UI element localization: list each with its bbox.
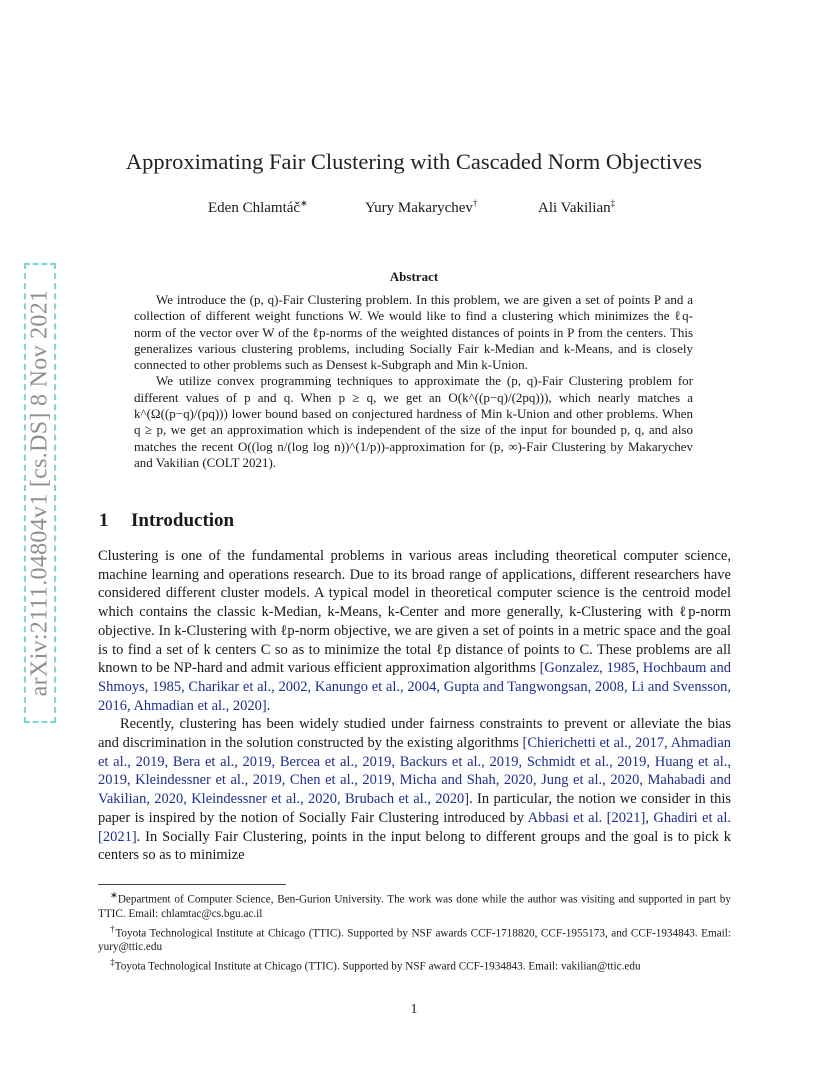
- section-title: Introduction: [131, 510, 235, 531]
- body-text: [98, 547, 731, 865]
- citation-link[interactable]: Ghadiri et al. [2021]: [98, 809, 731, 845]
- paper-title: Approximating Fair Clustering with Cascaded Norm Objectives: [125, 149, 703, 174]
- body-paragraph: Recently, clustering has been widely studied under fairness constraints to prevent or alleviate the bias and discrimination in the solution constructed by the existing algorithms [Chierichetti et al., 2017, Ahmadian et al., 2019, Bera et al., 2019, Bercea et al., 2019, Backurs et al., 2019, Schmidt et al., 2019, Huang et al., 2019, Kleindessner et al., 2019, Chen et al., 2019, Micha and Shah, 2020, Jung et al., 2020, Mahabadi and Vakilian, 2020, Kleindessner et al., 2020, Brubach et al., 2020]. In particular, the notion we consider in this paper is inspired by the notion of Socially Fair Clustering introduced by Abbasi et al. [2021], Ghadiri et al. [2021]. In Socially Fair Clustering, points in the input belong to different groups and the goal is to pick k centers so as to minimize: [98, 716, 732, 864]
- footnote: ‡Toyota Technological Institute at Chicago (TTIC). Supported by NSF award CCF-1934843. Email: vakilian@ttic.edu: [110, 958, 641, 974]
- footnotes: [98, 889, 731, 974]
- abstract-paragraph: We introduce the (p, q)-Fair Clustering problem. In this problem, we are given a set of points P and a collection of different weight functions W. We would like to find a clustering which minimizes the ℓq-norm of the vector over W of the ℓp-norms of the weighted distances of points in P from the centers. This generalizes various clustering problems, including Socially Fair k-Median and k-Means, and is closely connected to other problems such as Densest k-Subgraph and Min k-Union.: [134, 292, 693, 373]
- citation-link[interactable]: Abbasi et al. [2021]: [527, 809, 646, 826]
- footnote: †Toyota Technological Institute at Chicago (TTIC). Supported by NSF awards CCF-1718820, CCF-1955173, and CCF-1934843. Email: yury@ttic.edu: [98, 924, 731, 954]
- section-number: 1: [99, 510, 109, 531]
- author: Ali Vakilian‡: [538, 198, 616, 216]
- section-heading: [99, 510, 234, 532]
- page-number: 1: [410, 1002, 418, 1017]
- citation-link[interactable]: [Chierichetti et al., 2017, Ahmadian et al., 2019, Bera et al., 2019, Bercea et al., 2019, Backurs et al., 2019, Schmidt et al., 2019, Huang et al., 2019, Kleindessner et al., 2019, Chen et al., 2019, Micha and Shah, 2020, Jung et al., 2020, Mahabadi and Vakilian, 2020, Kleindessner et al., 2020, Brubach et al., 2020]: [98, 735, 732, 808]
- arxiv-id: arXiv:2111.04804v1 [cs.DS] 8 Nov 2021: [26, 289, 53, 697]
- footnote: ∗Department of Computer Science, Ben-Gurion University. The work was done while the author was visiting and supported in part by TTIC. Email: chlamtac@cs.bgu.ac.il: [98, 891, 731, 920]
- abstract-heading: Abstract: [389, 269, 439, 284]
- citation-link[interactable]: [Gonzalez, 1985, Hochbaum and Shmoys, 1985, Charikar et al., 2002, Kanungo et al., 2004, Gupta and Tangwongsan, 2008, Li and Svensson, 2016, Ahmadian et al., 2020]: [98, 660, 731, 714]
- author: Yury Makarychev†: [365, 198, 478, 216]
- body-paragraph: Clustering is one of the fundamental problems in various areas including theoretical computer science, machine learning and operations research. Due to its broad range of applications, different researchers have considered different cluster models. A typical model in theoretical computer science is the centroid model which contains the classic k-Median, k-Means, k-Center and more generally, k-Clustering with ℓp-norm objective. In k-Clustering with ℓp-norm objective, we are given a set of points in a metric space and the goal is to find a set of k centers C so as to minimize the total ℓp distance of points to C. These problems are all known to be NP-hard and admit various efficient approximation algorithms [Gonzalez, 1985, Hochbaum and Shmoys, 1985, Charikar et al., 2002, Kanungo et al., 2004, Gupta and Tangwongsan, 2008, Li and Svensson, 2016, Ahmadian et al., 2020].: [98, 548, 731, 714]
- abstract: [134, 292, 693, 471]
- author: Eden Chlamtáč∗: [208, 198, 308, 216]
- author-list: [0, 198, 828, 218]
- arxiv-stamp: [24, 263, 56, 723]
- abstract-paragraph: We utilize convex programming techniques to approximate the (p, q)-Fair Clustering problem for different values of p and q. When p ≥ q, we get an O(k^((p−q)/(2pq))), which nearly matches a k^(Ω((p−q)/(pq))) lower bound based on conjectured hardness of Min k-Union and other problems. When q ≥ p, we get an approximation which is independent of the size of the input for bounded p, q, and also matches the recent O((log n/(log log n))^(1/p))-approximation for (p, ∞)-Fair Clustering by Makarychev and Vakilian (COLT 2021).: [134, 373, 693, 470]
- footnote-rule: [98, 884, 286, 885]
